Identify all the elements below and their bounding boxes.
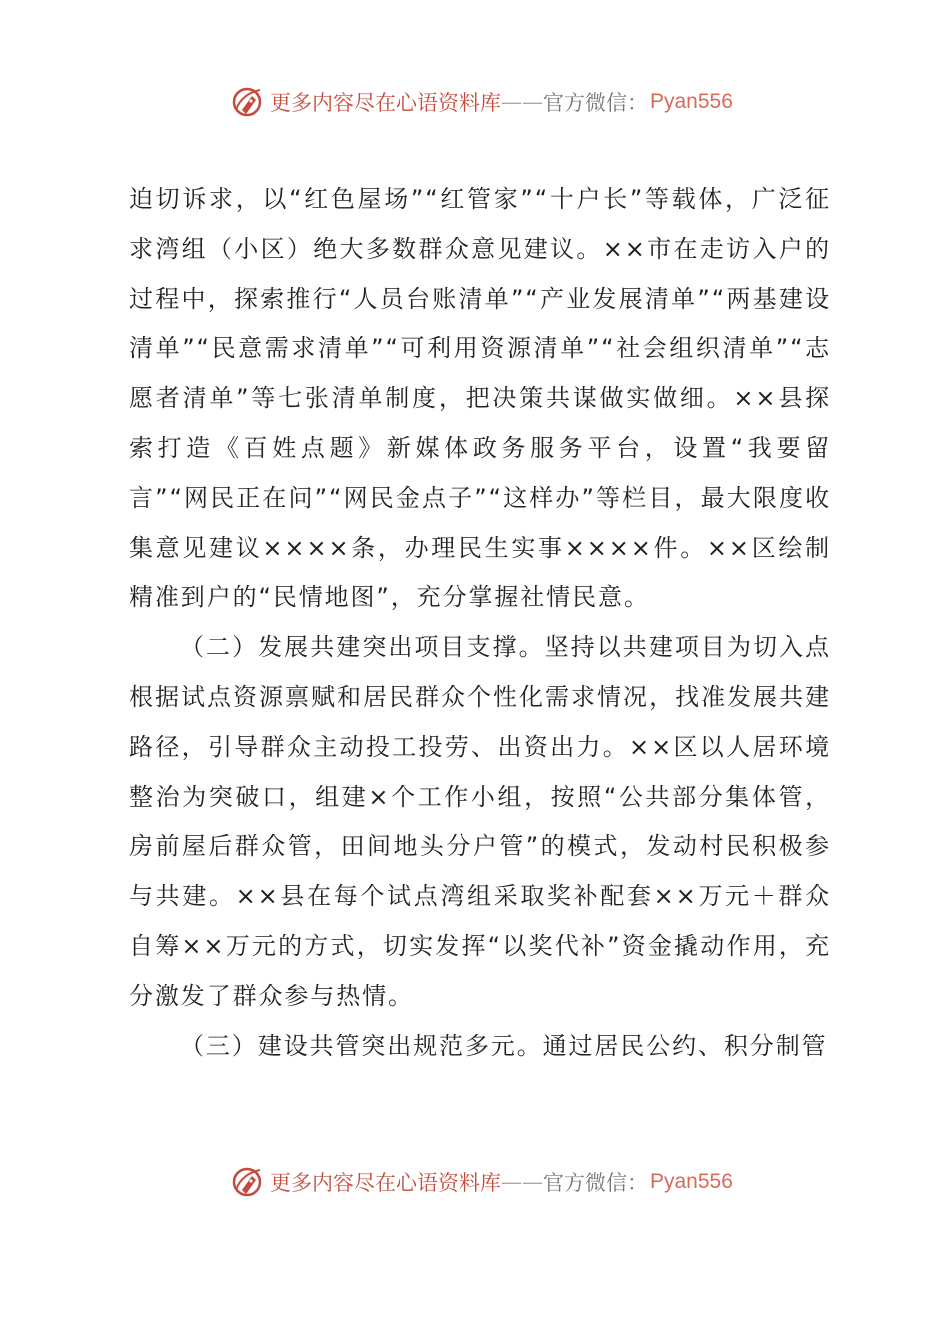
banner-wechat-id: Pyan556: [650, 1170, 733, 1193]
banner-wechat-label: 官方微信：: [543, 91, 648, 115]
document-body: [129, 175, 831, 1071]
banner-separator: ——: [501, 90, 543, 114]
banner-brand-text: 更多内容尽在心语资料库: [270, 1171, 501, 1195]
pen-nib-logo-icon: [230, 1164, 266, 1200]
banner-separator: ——: [501, 1170, 543, 1194]
paragraph-section-2: （二）发展共建突出项目支撑。坚持以共建项目为切入点根据试点资源禀赋和居民群众个性化需求情况，找准发展共建路径，引导群众主动投工投劳、出资出力。××区以人居环境整治为突破口，组建×个工作小组，按照“公共部分集体管，房前屋后群众管，田间地头分户管”的模式，发动村民积极参与共建。××县在每个试点湾组采取奖补配套××万元＋群众自筹××万元的方式，切实发挥“以奖代补”资金撬动作用，充分激发了群众参与热情。: [129, 633, 831, 1010]
pen-nib-logo-icon: [230, 84, 266, 120]
header-banner: [230, 82, 733, 122]
paragraph-section-3: （三）建设共管突出规范多元。通过居民公约、积分制管: [180, 1031, 828, 1060]
banner-brand-text: 更多内容尽在心语资料库: [270, 91, 501, 115]
banner-wechat-label: 官方微信：: [543, 1171, 648, 1195]
footer-banner: [230, 1162, 733, 1202]
banner-wechat-id: Pyan556: [650, 90, 733, 113]
paragraph-continued: 迫切诉求，以“红色屋场”“红管家”“十户长”等载体，广泛征求湾组（小区）绝大多数群众意见建议。××市在走访入户的过程中，探索推行“人员台账清单”“产业发展清单”“两基建设清单”“民意需求清单”“可利用资源清单”“社会组织清单”“志愿者清单”等七张清单制度，把决策共谋做实做细。××县探索打造《百姓点题》新媒体政务服务平台，设置“我要留言”“网民正在问”“网民金点子”“这样办”等栏目，最大限度收集意见建议××××条，办理民生实事××××件。××区绘制精准到户的“民情地图”，充分掌握社情民意。: [129, 185, 831, 612]
